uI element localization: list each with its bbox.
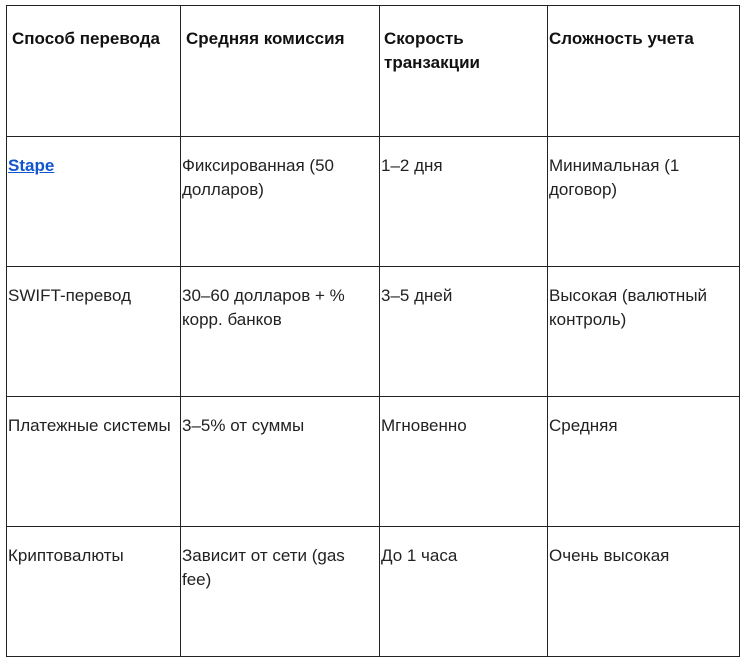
cell-method [7, 137, 181, 267]
stape-link[interactable]: Stape [8, 156, 55, 175]
header-method: Способ перевода [7, 6, 181, 137]
cell-fee: 3–5% от суммы [181, 397, 380, 527]
cell-complexity: Минимальная (1 договор) [548, 137, 740, 267]
cell-method: SWIFT-перевод [7, 267, 181, 397]
cell-fee: Фиксированная (50 долларов) [181, 137, 380, 267]
table-row [7, 397, 740, 527]
cell-complexity: Высокая (валютный контроль) [548, 267, 740, 397]
cell-complexity: Средняя [548, 397, 740, 527]
cell-fee: 30–60 долларов + % корр. банков [181, 267, 380, 397]
table-row [7, 137, 740, 267]
cell-fee: Зависит от сети (gas fee) [181, 527, 380, 657]
header-fee: Средняя комиссия [181, 6, 380, 137]
table-row [7, 267, 740, 397]
cell-speed: До 1 часа [380, 527, 548, 657]
cell-method: Платежные системы [7, 397, 181, 527]
comparison-table [6, 5, 740, 657]
cell-speed: 3–5 дней [380, 267, 548, 397]
table-row [7, 527, 740, 657]
table-header-row [7, 6, 740, 137]
cell-method: Криптовалюты [7, 527, 181, 657]
cell-speed: 1–2 дня [380, 137, 548, 267]
cell-complexity: Очень высокая [548, 527, 740, 657]
cell-speed: Мгновенно [380, 397, 548, 527]
header-speed: Скорость транзакции [380, 6, 548, 137]
header-complexity: Сложность учета [548, 6, 740, 137]
